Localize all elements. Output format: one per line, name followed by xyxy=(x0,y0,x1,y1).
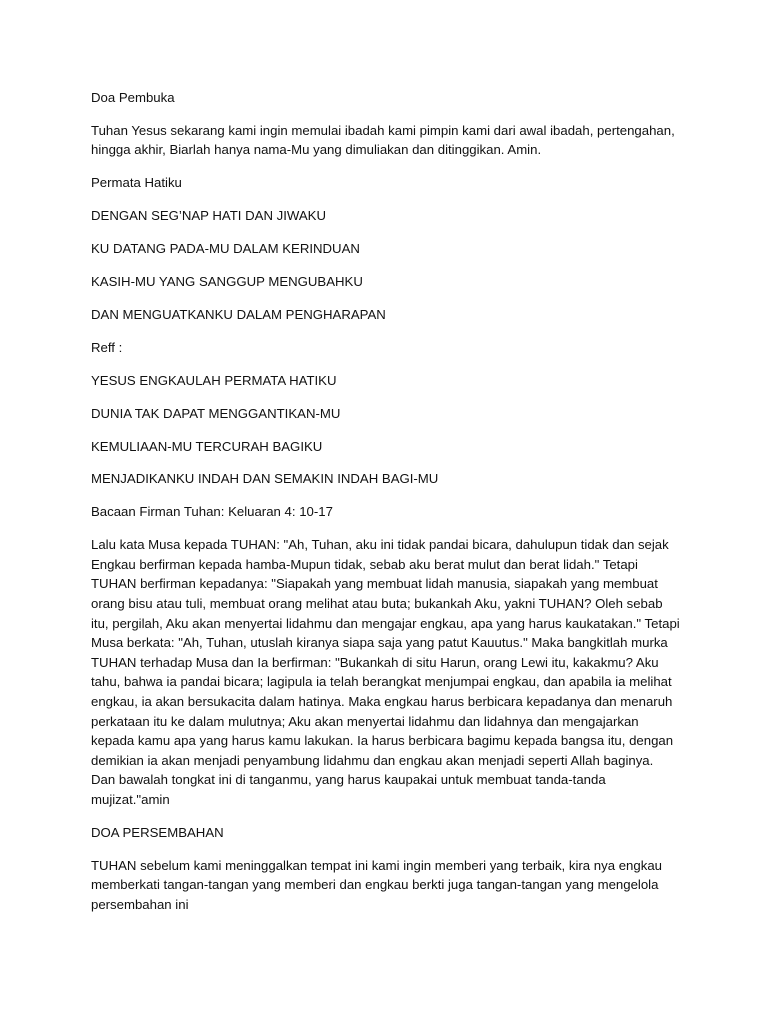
paragraph-scripture-text: Lalu kata Musa kepada TUHAN: "Ah, Tuhan, aku ini tidak pandai bicara, dahulupun tidak dan sejak Engkau berfirman kepada hamba-Mupun tidak, sebab aku berat mulut dan berat lidah." Tetapi TUHAN berfirman kepadanya: "Siapakah yang membuat lidah manusia, siapakah yang membuat orang bisu atau tuli, membuat orang melihat atau buta; bukankah Aku, yakni TUHAN? Oleh sebab itu, pergilah, Aku akan menyertai lidahmu dan mengajar engkau, apa yang harus kaukatakan." Tetapi Musa berkata: "Ah, Tuhan, utuslah kiranya siapa saja yang patut Kauutus." Maka bangkitlah murka TUHAN terhadap Musa dan Ia berfirman: "Bukankah di situ Harun, orang Lewi itu, kakakmu? Aku tahu, bahwa ia pandai bicara; lagipula ia telah berangkat menjumpai engkau, dan apabila ia melihat engkau, ia akan bersukacita dalam hatinya. Maka engkau harus berbicara kepadanya dan menaruh perkataan itu ke dalam mulutnya; Aku akan menyertai lidahmu dan lidahnya dan mengajarkan kepada kamu apa yang harus kamu lakukan. Ia harus berbicara bagimu kepada bangsa itu, dengan demikian ia akan menjadi penyambung lidahmu dan engkau akan menjadi seperti Allah baginya. Dan bawalah tongkat ini di tanganmu, yang harus kaupakai untuk membuat tanda-tanda mujizat."amin xyxy=(91,537,680,807)
heading-doa-persembahan: DOA PERSEMBAHAN xyxy=(91,824,224,840)
lyric-line: DAN MENGUATKANKU DALAM PENGHARAPAN xyxy=(91,306,386,322)
document-page xyxy=(91,88,681,928)
refrain-line: KEMULIAAN-MU TERCURAH BAGIKU xyxy=(91,438,323,454)
paragraph-offering-prayer: TUHAN sebelum kami meninggalkan tempat ini kami ingin memberi yang terbaik, kira nya engkau memberkati tangan-tangan yang memberi dan engkau berkti juga tangan-tangan yang mengelola persembahan ini xyxy=(91,857,662,912)
refrain-line: MENJADIKANKU INDAH DAN SEMAKIN INDAH BAGI-MU xyxy=(91,471,439,487)
heading-scripture-reading: Bacaan Firman Tuhan: Keluaran 4: 10-17 xyxy=(91,504,333,520)
paragraph-opening-prayer: Tuhan Yesus sekarang kami ingin memulai ibadah kami pimpin kami dari awal ibadah, pertengahan, hingga akhir, Biarlah hanya nama-Mu yang dimuliakan dan ditinggikan. Amin. xyxy=(91,122,675,158)
lyric-line: DENGAN SEG’NAP HATI DAN JIWAKU xyxy=(91,208,326,224)
refrain-line: DUNIA TAK DAPAT MENGGANTIKAN-MU xyxy=(91,405,341,421)
lyric-line: KU DATANG PADA-MU DALAM KERINDUAN xyxy=(91,241,360,257)
refrain-label: Reff : xyxy=(91,339,123,355)
refrain-line: YESUS ENGKAULAH PERMATA HATIKU xyxy=(91,372,337,388)
heading-doa-pembuka: Doa Pembuka xyxy=(91,90,175,105)
lyric-line: KASIH-MU YANG SANGGUP MENGUBAHKU xyxy=(91,274,363,290)
heading-song-title: Permata Hatiku xyxy=(91,175,182,191)
